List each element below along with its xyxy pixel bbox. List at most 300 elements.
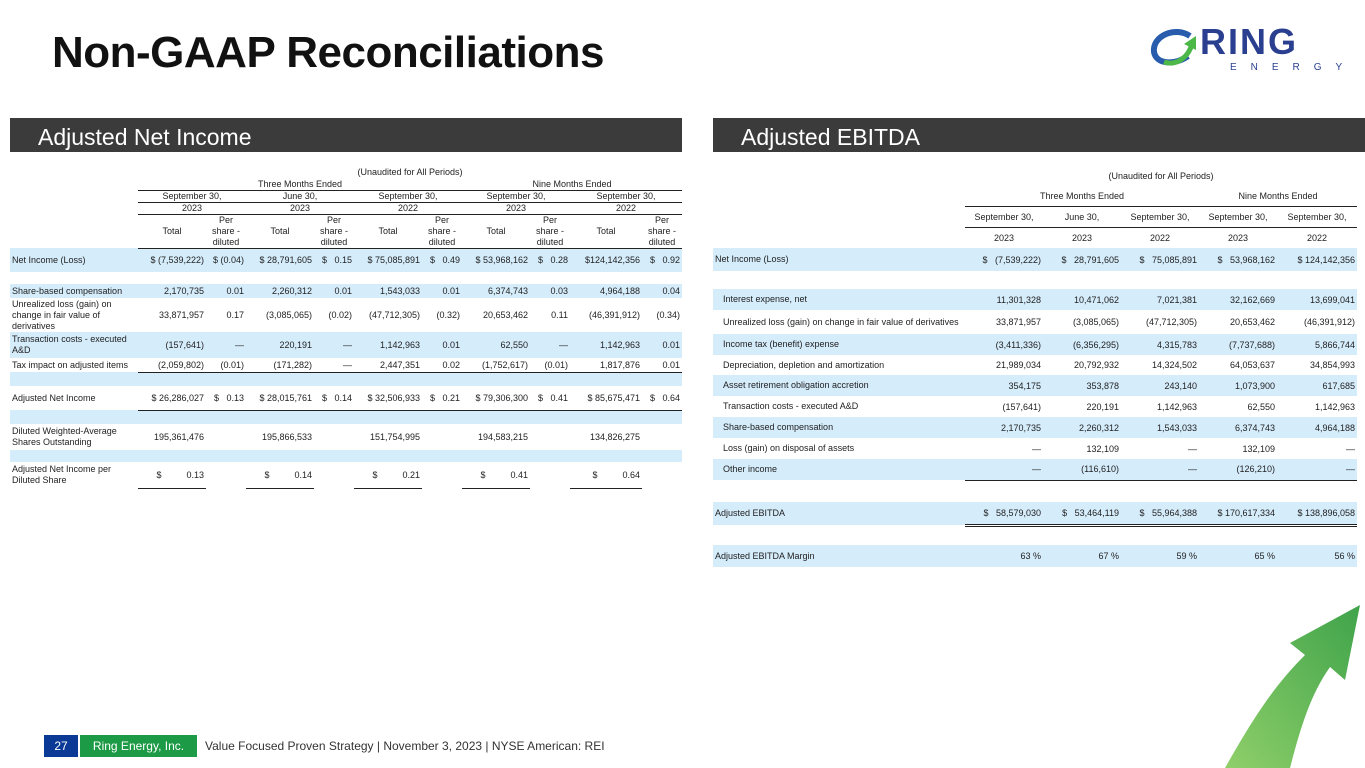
- spacer: [713, 166, 965, 186]
- col-per-share-header: Per share - diluted: [206, 214, 246, 248]
- three-months-header: Three Months Ended: [965, 186, 1199, 206]
- cell-value: [314, 410, 354, 424]
- cell-value: $ 28,015,761: [246, 386, 314, 410]
- adjusted-ebitda-table: [713, 166, 1357, 567]
- cell-value: [570, 450, 642, 462]
- cell-value: [246, 372, 314, 386]
- cell-value: $ 0.15: [314, 248, 354, 272]
- cell-value: [642, 272, 682, 284]
- cell-value: (0.02): [328, 310, 352, 320]
- cell-value: $ 53,968,162: [1199, 248, 1277, 271]
- cell-value: $ 0.21: [354, 462, 422, 488]
- cell-value: [422, 424, 462, 450]
- cell-value: (171,282): [246, 358, 314, 372]
- footer-company: Ring Energy, Inc.: [80, 735, 197, 757]
- col-per-share-header: Per share - diluted: [530, 214, 570, 248]
- spacer: [713, 206, 965, 227]
- cell-value: [422, 450, 462, 462]
- row-label: Other income: [713, 459, 965, 480]
- table-row: [713, 545, 1357, 567]
- cell-value: [1121, 271, 1199, 289]
- cell-value: [642, 462, 682, 488]
- cell-value: $ (7,539,222): [138, 248, 206, 272]
- cell-value: $ 0.41: [530, 386, 570, 410]
- table-row: [10, 298, 682, 332]
- table-row: [713, 417, 1357, 438]
- cell-value: 20,792,932: [1073, 360, 1119, 370]
- year-header: 2022: [354, 202, 462, 214]
- cell-value: 617,685: [1277, 375, 1357, 396]
- cell-value: 21,989,034: [995, 360, 1041, 370]
- cell-value: [314, 372, 354, 386]
- cell-value: [965, 525, 1043, 545]
- cell-value: 63 %: [965, 545, 1043, 567]
- cell-value: [422, 410, 462, 424]
- cell-value: 1,142,963: [1156, 401, 1197, 412]
- cell-value: $ 124,142,356: [1277, 248, 1357, 271]
- table-row: [10, 424, 682, 450]
- logo-subtext: ENERGY: [1230, 62, 1357, 73]
- cell-value: $ 26,286,027: [138, 386, 206, 410]
- cell-value: 4,315,783: [1121, 334, 1199, 355]
- cell-value: 1,817,876: [570, 358, 642, 372]
- cell-value: [422, 462, 462, 488]
- cell-value: (157,641): [138, 332, 206, 358]
- cell-value: 62,550: [462, 332, 530, 358]
- cell-value: $ 0.13: [138, 462, 206, 488]
- row-label: Share-based compensation: [713, 417, 965, 438]
- period-header: September 30,: [462, 190, 570, 202]
- cell-value: 1,543,033: [1121, 417, 1199, 438]
- table-row: [10, 372, 682, 386]
- row-label: Asset retirement obligation accretion: [713, 375, 965, 396]
- cell-value: $ 0.41: [462, 462, 530, 488]
- row-label: [10, 410, 138, 424]
- table-row: [713, 334, 1357, 355]
- cell-value: 1,543,033: [354, 284, 422, 298]
- cell-value: [1121, 525, 1199, 545]
- cell-value: —: [1188, 443, 1197, 454]
- cell-value: [314, 462, 354, 488]
- period-header: June 30,: [246, 190, 354, 202]
- year-header: 2023: [246, 202, 354, 214]
- row-label: Diluted Weighted-Average Shares Outstanding: [12, 426, 117, 447]
- cell-value: 33,871,957: [158, 310, 204, 320]
- cell-value: $ 0.14: [246, 462, 314, 488]
- cell-value: 220,191: [246, 332, 314, 358]
- cell-value: $ 0.64: [570, 462, 642, 488]
- cell-value: (46,391,912): [1303, 317, 1355, 327]
- row-label: Transaction costs - executed A&D: [723, 401, 859, 411]
- spacer: [10, 214, 138, 248]
- row-label: Adjusted Net Income: [12, 392, 96, 403]
- cell-value: [642, 450, 682, 462]
- cell-value: $ 32,506,933: [354, 386, 422, 410]
- cell-value: —: [530, 332, 570, 358]
- cell-value: $ 0.14: [314, 386, 354, 410]
- cell-value: 0.04: [642, 284, 682, 298]
- cell-value: 1,073,900: [1199, 375, 1277, 396]
- cell-value: 32,162,669: [1199, 289, 1277, 310]
- cell-value: $ 28,791,605: [1043, 248, 1121, 271]
- cell-value: 243,140: [1121, 375, 1199, 396]
- cell-value: $ 75,085,891: [1121, 248, 1199, 271]
- cell-value: —: [1346, 443, 1355, 454]
- cell-value: (0.01): [206, 358, 246, 372]
- period-header: September 30,: [1121, 206, 1199, 227]
- cell-value: [206, 372, 246, 386]
- cell-value: [246, 272, 314, 284]
- cell-value: 134,826,275: [589, 432, 640, 442]
- cell-value: 62,550: [1247, 401, 1275, 412]
- cell-value: [422, 372, 462, 386]
- cell-value: $ 79,306,300: [462, 386, 530, 410]
- table-row: [713, 459, 1357, 480]
- row-label: [713, 525, 965, 545]
- cell-value: $ 170,617,334: [1199, 502, 1277, 525]
- cell-value: 34,854,993: [1309, 360, 1355, 370]
- cell-value: 20,653,462: [482, 310, 528, 320]
- nine-months-header: Nine Months Ended: [462, 178, 682, 190]
- cell-value: [462, 372, 530, 386]
- cell-value: [1277, 271, 1357, 289]
- year-header: 2023: [1227, 232, 1249, 243]
- unaudited-label: (Unaudited for All Periods): [357, 167, 463, 177]
- cell-value: [530, 450, 570, 462]
- table-row: [713, 248, 1357, 271]
- row-label: Tax impact on adjusted items: [12, 359, 129, 370]
- cell-value: [206, 424, 246, 450]
- cell-value: 194,583,215: [477, 432, 528, 442]
- table-row: [10, 386, 682, 410]
- table-row: [10, 410, 682, 424]
- cell-value: 1,142,963: [354, 332, 422, 358]
- table-row: [713, 525, 1357, 545]
- cell-value: [642, 410, 682, 424]
- row-label: Adjusted EBITDA: [713, 502, 965, 525]
- cell-value: —: [1277, 459, 1357, 480]
- cell-value: $ 53,464,119: [1043, 502, 1121, 525]
- year-header: 2023: [462, 202, 570, 214]
- cell-value: 2,260,312: [1043, 417, 1121, 438]
- table-row: [713, 396, 1357, 417]
- cell-value: 353,878: [1043, 375, 1121, 396]
- cell-value: (2,059,802): [138, 358, 206, 372]
- row-label: [713, 480, 965, 502]
- col-total-header: Total: [462, 214, 530, 248]
- spacer: [713, 227, 965, 248]
- cell-value: (116,610): [1043, 459, 1121, 480]
- cell-value: $ 0.64: [642, 386, 682, 410]
- cell-value: 132,109: [1086, 443, 1119, 454]
- row-label: Loss (gain) on disposal of assets: [723, 443, 855, 453]
- cell-value: (1,752,617): [462, 358, 530, 372]
- table-row: [713, 438, 1357, 459]
- logo-text: RING: [1200, 21, 1298, 62]
- cell-value: [1043, 525, 1121, 545]
- cell-value: [570, 272, 642, 284]
- unaudited-label: (Unaudited for All Periods): [1108, 171, 1214, 181]
- cell-value: $ 58,579,030: [965, 502, 1043, 525]
- cell-value: [138, 410, 206, 424]
- section-header-adjusted-net-income: Adjusted Net Income: [10, 118, 682, 152]
- table-row: [713, 271, 1357, 289]
- cell-value: [1043, 480, 1121, 502]
- cell-value: [965, 271, 1043, 289]
- cell-value: [354, 450, 422, 462]
- green-arrow-icon: [1215, 595, 1365, 768]
- cell-value: [314, 450, 354, 462]
- cell-value: [354, 272, 422, 284]
- table-row: [10, 358, 682, 372]
- cell-value: 0.01: [314, 284, 354, 298]
- cell-value: $ 28,791,605: [246, 248, 314, 272]
- cell-value: 0.11: [551, 310, 568, 320]
- table-row: [713, 502, 1357, 525]
- cell-value: 6,374,743: [1199, 417, 1277, 438]
- cell-value: [246, 450, 314, 462]
- table-row: [10, 248, 682, 272]
- section-header-adjusted-ebitda: Adjusted EBITDA: [713, 118, 1365, 152]
- col-total-header: Total: [570, 214, 642, 248]
- cell-value: 195,361,476: [153, 432, 204, 442]
- cell-value: $ 0.28: [530, 248, 570, 272]
- col-total-header: Total: [354, 214, 422, 248]
- cell-value: [206, 272, 246, 284]
- cell-value: $ 55,964,388: [1121, 502, 1199, 525]
- cell-value: 132,109: [1242, 443, 1275, 454]
- cell-value: (0.34): [656, 310, 680, 320]
- row-label: Income tax (benefit) expense: [713, 334, 965, 355]
- cell-value: (3,411,336): [965, 334, 1043, 355]
- three-months-header: Three Months Ended: [138, 178, 462, 190]
- cell-value: [1199, 480, 1277, 502]
- cell-value: 65 %: [1199, 545, 1277, 567]
- cell-value: 0.01: [642, 332, 682, 358]
- cell-value: (46,391,912): [588, 310, 640, 320]
- adjusted-net-income-table: [10, 166, 682, 489]
- cell-value: [530, 462, 570, 488]
- row-label: [713, 271, 965, 289]
- period-header: September 30,: [1277, 206, 1357, 227]
- cell-value: (0.01): [530, 358, 570, 372]
- ring-swoosh-icon: [1150, 28, 1202, 70]
- cell-value: 59 %: [1121, 545, 1199, 567]
- spacer: [10, 166, 138, 178]
- footer-tagline: Value Focused Proven Strategy | November 3, 2023 | NYSE American: REI: [205, 739, 605, 753]
- cell-value: 0.01: [206, 284, 246, 298]
- cell-value: [1277, 480, 1357, 502]
- cell-value: $124,142,356: [570, 248, 642, 272]
- cell-value: 0.01: [422, 332, 462, 358]
- cell-value: [354, 372, 422, 386]
- period-header: June 30,: [1043, 206, 1121, 227]
- period-header: September 30,: [1199, 206, 1277, 227]
- cell-value: 220,191: [1086, 401, 1119, 412]
- cell-value: 0.02: [422, 358, 462, 372]
- cell-value: $ 53,968,162: [462, 248, 530, 272]
- row-label: Net Income (Loss): [713, 248, 965, 271]
- cell-value: [642, 424, 682, 450]
- cell-value: $ 0.92: [642, 248, 682, 272]
- cell-value: [314, 424, 354, 450]
- cell-value: [965, 480, 1043, 502]
- cell-value: 10,471,062: [1043, 289, 1121, 310]
- cell-value: [138, 372, 206, 386]
- cell-value: (47,712,305): [1145, 317, 1197, 327]
- cell-value: $ 75,085,891: [354, 248, 422, 272]
- cell-value: 195,866,533: [261, 432, 312, 442]
- year-header: 2022: [570, 202, 682, 214]
- cell-value: [530, 424, 570, 450]
- year-header: 2022: [1149, 232, 1171, 243]
- cell-value: 56 %: [1277, 545, 1357, 567]
- cell-value: [1277, 525, 1357, 545]
- page-number: 27: [44, 735, 78, 757]
- cell-value: 0.17: [226, 310, 244, 320]
- cell-value: 20,653,462: [1229, 317, 1275, 327]
- cell-value: 2,447,351: [354, 358, 422, 372]
- cell-value: 14,324,502: [1151, 360, 1197, 370]
- year-header: 2023: [1071, 232, 1093, 243]
- cell-value: 151,754,995: [369, 432, 420, 442]
- spacer: [10, 202, 138, 214]
- table-row: [713, 310, 1357, 334]
- row-label: Depreciation, depletion and amortization: [723, 359, 885, 370]
- row-label: Interest expense, net: [713, 289, 965, 310]
- row-label: Share-based compensation: [10, 284, 138, 298]
- cell-value: [570, 410, 642, 424]
- cell-value: 67 %: [1043, 545, 1121, 567]
- cell-value: 5,866,744: [1277, 334, 1357, 355]
- year-header: 2022: [1306, 232, 1328, 243]
- cell-value: (126,210): [1199, 459, 1277, 480]
- cell-value: 7,021,381: [1121, 289, 1199, 310]
- col-total-header: Total: [138, 214, 206, 248]
- cell-value: 4,964,188: [570, 284, 642, 298]
- cell-value: (3,085,065): [265, 310, 312, 320]
- cell-value: —: [206, 332, 246, 358]
- cell-value: —: [314, 358, 354, 372]
- period-header: September 30,: [570, 190, 682, 202]
- cell-value: 1,142,963: [1314, 401, 1355, 412]
- cell-value: 64,053,637: [1229, 360, 1275, 370]
- cell-value: [206, 410, 246, 424]
- col-per-share-header: Per share - diluted: [422, 214, 462, 248]
- cell-value: [642, 372, 682, 386]
- cell-value: (47,712,305): [368, 310, 420, 320]
- cell-value: [1199, 271, 1277, 289]
- cell-value: —: [1032, 443, 1041, 454]
- table-row: [10, 332, 682, 358]
- table-row: [10, 450, 682, 462]
- cell-value: 0.03: [530, 284, 570, 298]
- col-per-share-header: Per share - diluted: [642, 214, 682, 248]
- cell-value: —: [965, 459, 1043, 480]
- cell-value: [354, 410, 422, 424]
- page-title: Non-GAAP Reconciliations: [52, 28, 604, 77]
- cell-value: [314, 272, 354, 284]
- cell-value: (157,641): [1002, 401, 1041, 412]
- col-total-header: Total: [246, 214, 314, 248]
- cell-value: [138, 272, 206, 284]
- cell-value: —: [1121, 459, 1199, 480]
- period-header: September 30,: [965, 206, 1043, 227]
- spacer: [10, 178, 138, 190]
- table-row: [10, 462, 682, 488]
- cell-value: [1121, 480, 1199, 502]
- row-label: Net Income (Loss): [10, 248, 138, 272]
- cell-value: 33,871,957: [995, 317, 1041, 327]
- cell-value: [462, 410, 530, 424]
- cell-value: [206, 462, 246, 488]
- row-label: [10, 450, 138, 462]
- cell-value: $ (7,539,222): [965, 248, 1043, 271]
- table-row: [10, 272, 682, 284]
- row-label: Adjusted EBITDA Margin: [713, 545, 965, 567]
- period-header: September 30,: [138, 190, 246, 202]
- cell-value: [246, 410, 314, 424]
- cell-value: $ 0.21: [422, 386, 462, 410]
- table-row: [713, 355, 1357, 375]
- row-label: [10, 272, 138, 284]
- table-row: [713, 289, 1357, 310]
- table-row: [713, 375, 1357, 396]
- cell-value: (6,356,295): [1043, 334, 1121, 355]
- cell-value: [530, 372, 570, 386]
- row-label: Transaction costs - executed A&D: [10, 332, 138, 358]
- cell-value: [530, 272, 570, 284]
- cell-value: 11,301,328: [965, 289, 1043, 310]
- row-label: Adjusted Net Income per Diluted Share: [12, 464, 112, 485]
- cell-value: [462, 450, 530, 462]
- cell-value: [462, 272, 530, 284]
- col-per-share-header: Per share - diluted: [314, 214, 354, 248]
- cell-value: (0.32): [436, 310, 460, 320]
- cell-value: 1,142,963: [570, 332, 642, 358]
- cell-value: $ 0.49: [422, 248, 462, 272]
- cell-value: [530, 410, 570, 424]
- cell-value: 2,170,735: [965, 417, 1043, 438]
- cell-value: $ 0.13: [206, 386, 246, 410]
- cell-value: [206, 450, 246, 462]
- cell-value: [422, 272, 462, 284]
- table-row: [10, 284, 682, 298]
- cell-value: 0.01: [642, 358, 682, 372]
- cell-value: [1199, 525, 1277, 545]
- year-header: 2023: [993, 232, 1015, 243]
- cell-value: 354,175: [965, 375, 1043, 396]
- table-row: [713, 480, 1357, 502]
- cell-value: 4,964,188: [1277, 417, 1357, 438]
- cell-value: (7,737,688): [1199, 334, 1277, 355]
- row-label: Unrealized loss (gain) on change in fair value of derivatives: [723, 316, 959, 327]
- cell-value: 0.01: [422, 284, 462, 298]
- cell-value: 6,374,743: [462, 284, 530, 298]
- cell-value: [1043, 271, 1121, 289]
- cell-value: 2,170,735: [138, 284, 206, 298]
- cell-value: $ 85,675,471: [570, 386, 642, 410]
- row-label: [10, 372, 138, 386]
- cell-value: [138, 450, 206, 462]
- cell-value: 13,699,041: [1277, 289, 1357, 310]
- nine-months-header: Nine Months Ended: [1199, 186, 1357, 206]
- spacer: [10, 190, 138, 202]
- cell-value: $ (0.04): [206, 248, 246, 272]
- spacer: [713, 186, 965, 206]
- cell-value: $ 138,896,058: [1277, 502, 1357, 525]
- year-header: 2023: [138, 202, 246, 214]
